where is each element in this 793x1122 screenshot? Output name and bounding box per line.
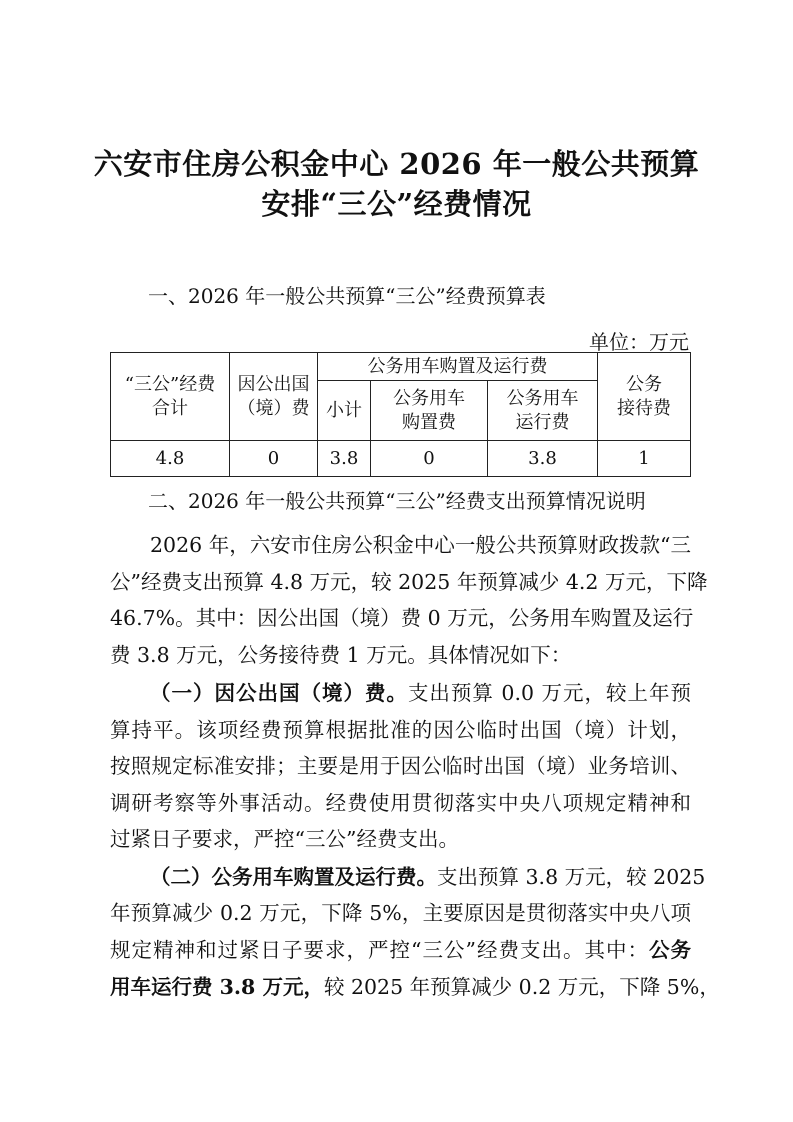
- unit-label: 单位：万元: [589, 330, 689, 354]
- paragraph-line: [110, 896, 691, 926]
- doc-title-line1: 六安市住房公积金中心 2026 年一般公共预算: [93, 147, 700, 181]
- section-heading-2: 二、2026 年一般公共预算“三公”经费支出预算情况说明: [148, 489, 646, 513]
- text: 支出预算 3.8 万元，较 2025: [437, 865, 706, 889]
- cell: 3.8: [318, 441, 371, 477]
- paragraph-line: [110, 970, 720, 1000]
- text: 较 2025 年预算减少 0.2 万元，下降 5%，: [323, 975, 720, 999]
- text: 算持平。该项经费预算根据批准的因公临时出国（境）计划，: [110, 718, 691, 742]
- bold-text: 公务: [649, 938, 692, 962]
- text: 46.7%。其中：因公出国（境）费 0 万元，公务用车购置及运行: [110, 606, 694, 630]
- text: 2026 年，六安市住房公积金中心一般公共预算财政拨款“三: [150, 533, 691, 557]
- doc-title-line2: 安排“三公”经费情况: [261, 187, 532, 221]
- text: 过紧日子要求，严控“三公”经费支出。: [110, 827, 459, 851]
- cell: 0: [371, 441, 488, 477]
- table-row: [111, 441, 691, 477]
- header-car: 公务用车购置及运行费: [318, 353, 598, 381]
- cell: 0: [230, 441, 318, 477]
- text: 支出预算 0.0 万元，较上年预: [407, 681, 692, 705]
- paragraph-line: [110, 786, 691, 816]
- text: 费 3.8 万元，公务接待费 1 万元。具体情况如下：: [110, 643, 572, 667]
- header-car-purchase: 公务用车 购置费: [371, 381, 488, 441]
- header-reception: 公务 接待费: [598, 353, 691, 441]
- paragraph-line: [110, 638, 691, 668]
- header-abroad: 因公出国 （境）费: [230, 353, 318, 441]
- paragraph-line: [110, 749, 691, 779]
- paragraph-line: [150, 528, 691, 558]
- header-car-running: 公务用车 运行费: [488, 381, 598, 441]
- bold-text: 用车运行费 3.8 万元，: [110, 975, 324, 999]
- budget-table: [110, 352, 691, 477]
- bold-text: （二）公务用车购置及运行费。: [150, 865, 437, 889]
- paragraph-line: [110, 933, 691, 963]
- text: 按照规定标准安排；主要是用于因公临时出国（境）业务培训、: [110, 754, 691, 778]
- cell: 3.8: [488, 441, 598, 477]
- paragraph-line: [110, 601, 694, 631]
- header-total: “三公”经费 合计: [111, 353, 230, 441]
- header-subtotal: 小计: [318, 381, 371, 441]
- section-heading-1: 一、2026 年一般公共预算“三公”经费预算表: [148, 284, 546, 308]
- text: 规定精神和过紧日子要求，严控“三公”经费支出。其中：: [110, 938, 649, 962]
- text: 公”经费支出预算 4.8 万元，较 2025 年预算减少 4.2 万元，下降: [110, 570, 708, 594]
- paragraph-line: [150, 860, 706, 890]
- paragraph-line: [110, 565, 708, 595]
- cell: 4.8: [111, 441, 230, 477]
- paragraph-line: [150, 676, 691, 706]
- text: 年预算减少 0.2 万元，下降 5%，主要原因是贯彻落实中央八项: [110, 901, 691, 925]
- cell: 1: [598, 441, 691, 477]
- paragraph-line: [110, 713, 691, 743]
- paragraph-line: [110, 822, 691, 852]
- bold-text: （一）因公出国（境）费。: [150, 681, 408, 705]
- text: 调研考察等外事活动。经费使用贯彻落实中央八项规定精神和: [110, 791, 691, 815]
